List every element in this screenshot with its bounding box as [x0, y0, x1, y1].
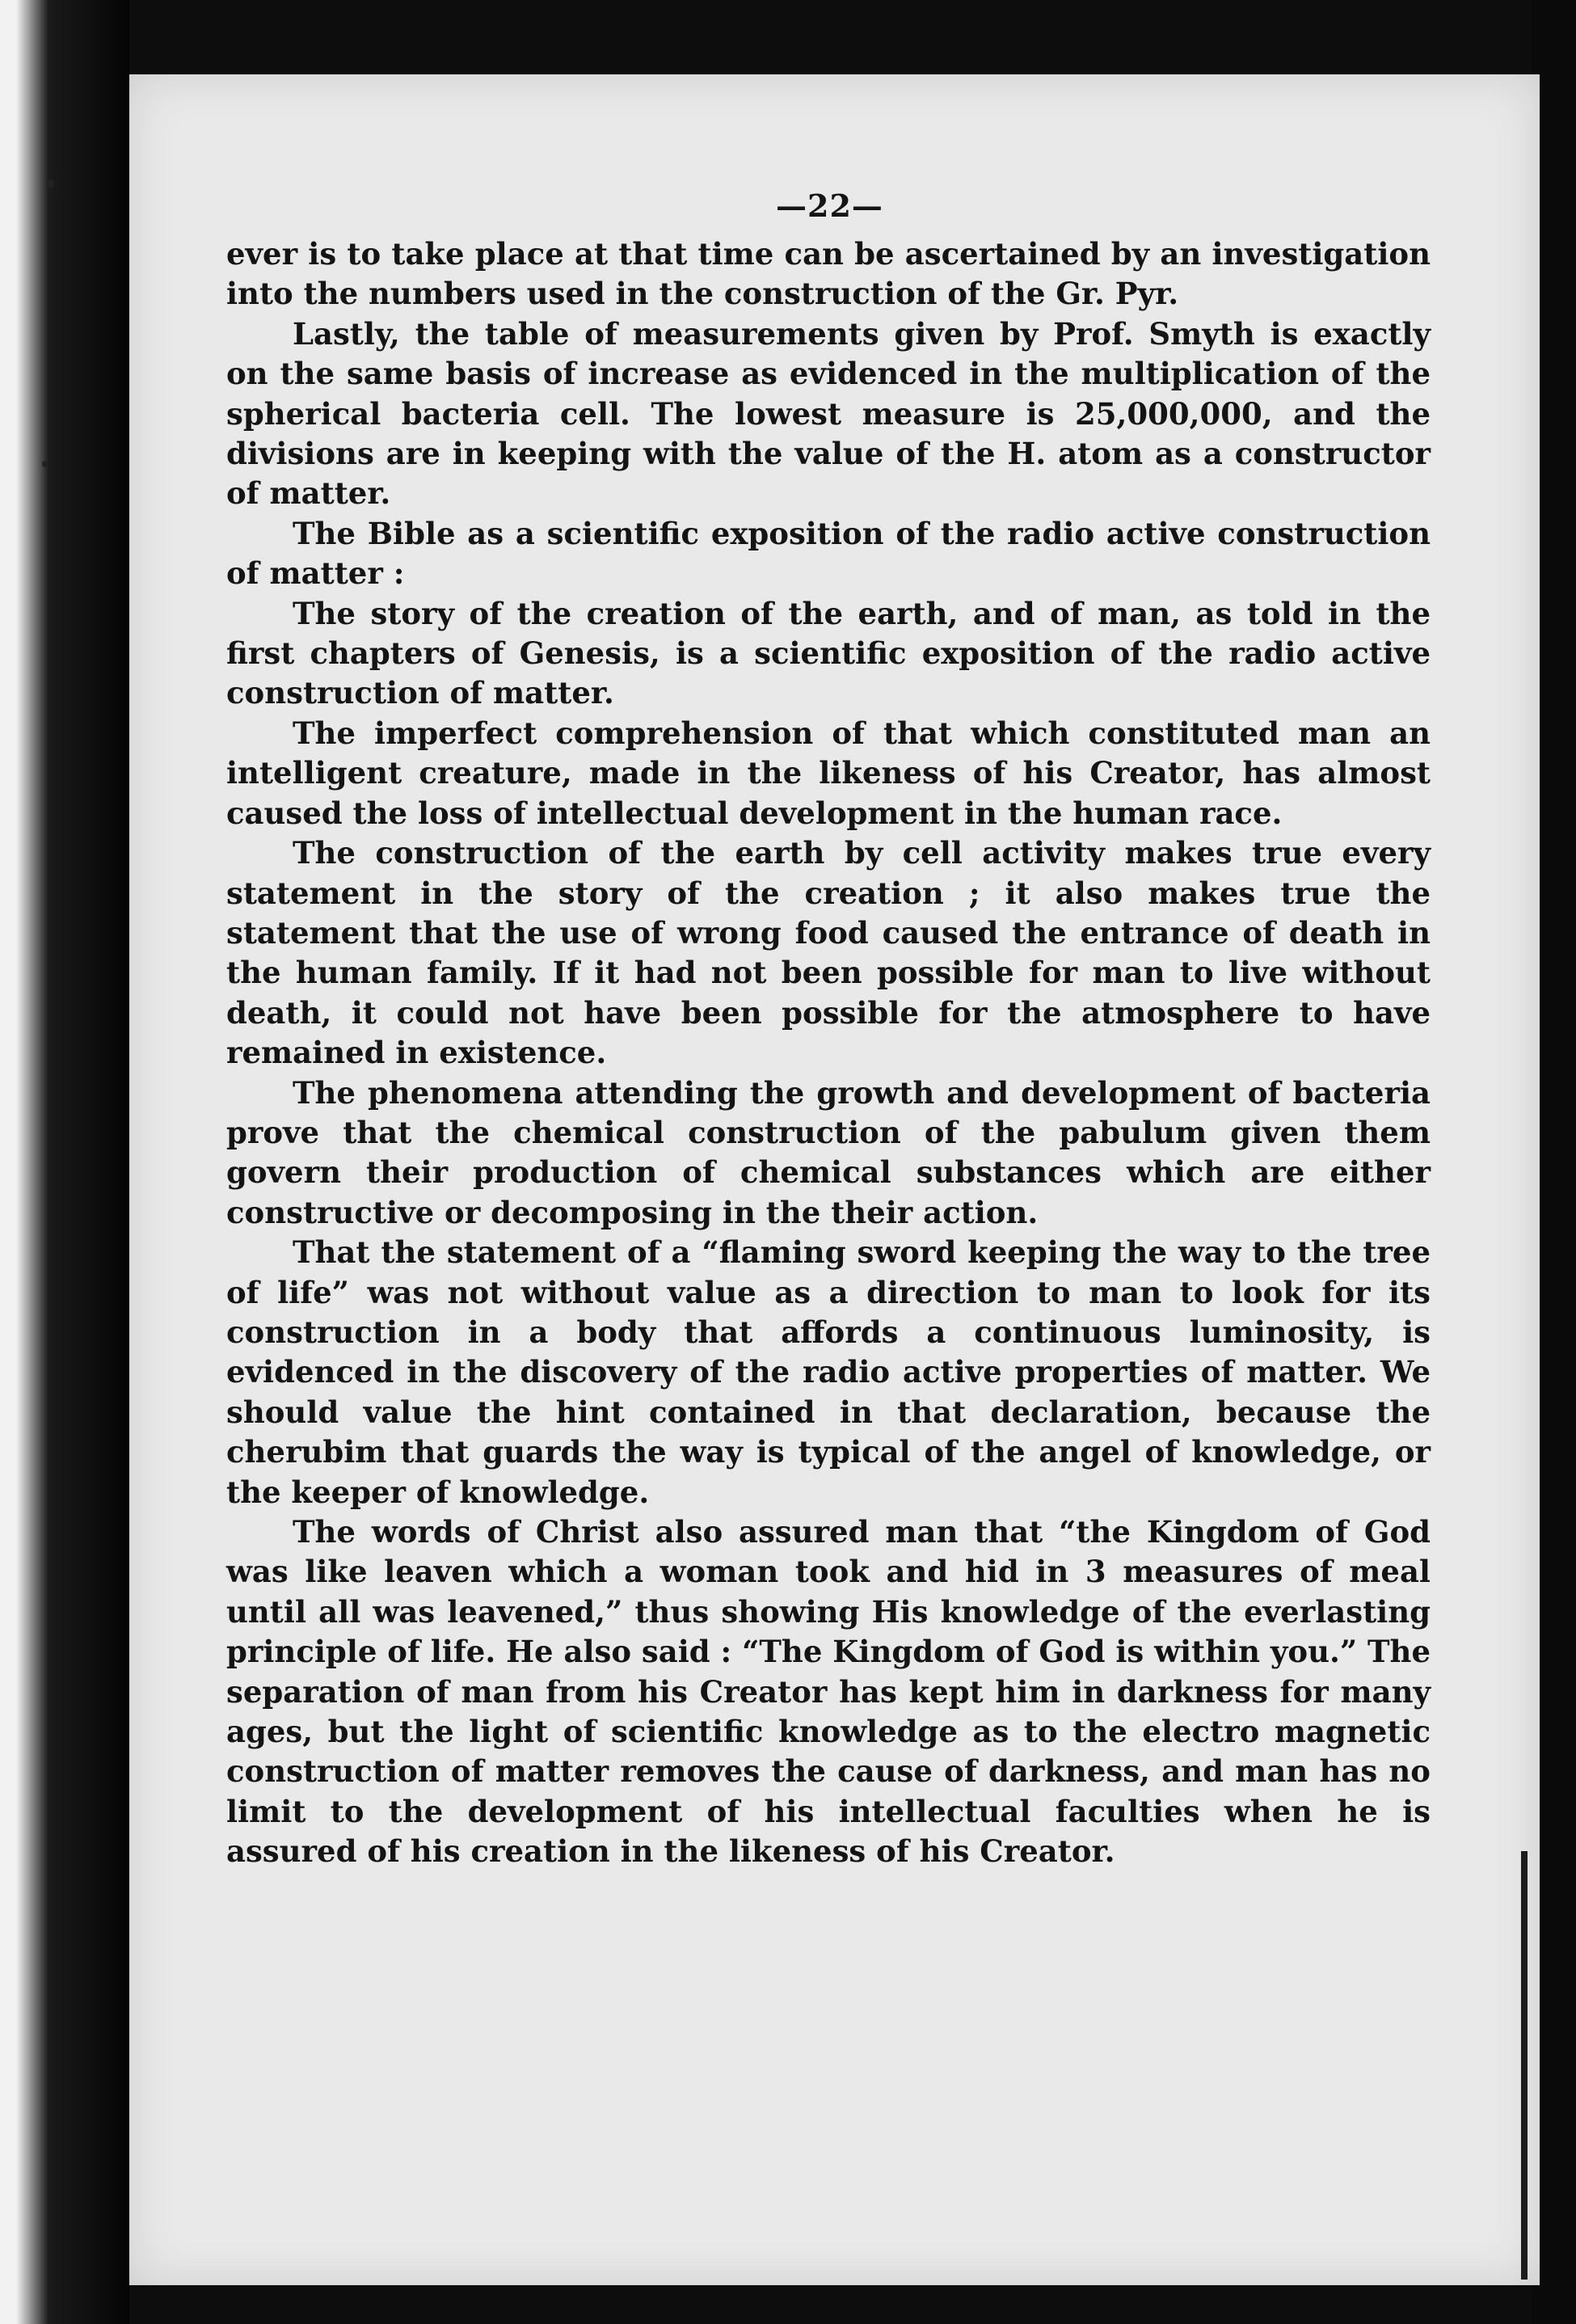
paragraph: That the statement of a “flaming sword keeping the way to the tree of life” was not without value as a direction to man to look for its construction in a body that affords a continuous luminosity, is evidenced in the discovery of the radio active properties of matter. We should value the hint contained in that declaration, because the cherubim that guards the way is typical of the angel of knowledge, or the keeper of knowledge.: [226, 1234, 1431, 1510]
scan-speck: [42, 461, 48, 467]
page-number: —22—: [776, 188, 883, 224]
body-text: [226, 234, 1431, 1872]
scan-edge-line: [1521, 1851, 1528, 2280]
scan-speck: [47, 179, 54, 188]
paragraph: ever is to take place at that time can be ascertained by an investigation into the numbers used in the construction of the Gr. Pyr.: [226, 236, 1431, 312]
scan-left-margin: [0, 0, 129, 2324]
paragraph: Lastly, the table of measurements given by Prof. Smyth is exactly on the same basis of increase as evidenced in the multiplication of the spherical bacteria cell. The lowest measure is 25,000,000, and the divisions are in keeping with the value of the H. atom as a constructor of matter.: [226, 315, 1431, 512]
paragraph: The construction of the earth by cell activity makes true every statement in the story of the creation ; it also makes true the statement that the use of wrong food caused the entrance of death in the human family. If it had not been possible for man to live without death, it could not have been possible for the atmosphere to have remained in existence.: [226, 835, 1431, 1071]
paragraph: The imperfect comprehension of that which constituted man an intelligent creature, made in the likeness of his Creator, has almost caused the loss of intellectual development in the human race.: [226, 715, 1431, 831]
paragraph: The Bible as a scientific exposition of the radio active construction of matter :: [226, 515, 1431, 592]
paragraph: The phenomena attending the growth and development of bacteria prove that the chemical construction of the pabulum given them govern their production of chemical substances which are either constructive or decomposing in the their action.: [226, 1074, 1431, 1230]
paragraph: The words of Christ also assured man that “the Kingdom of God was like leaven which a woman took and hid in 3 measures of meal until all was leavened,” thus showing His knowledge of the everlasting principle of life. He also said : “The Kingdom of God is within you.” The separation of man from his Creator has kept him in darkness for many ages, but the light of scientific knowledge as to the electro magnetic construction of matter removes the cause of darkness, and man has no limit to the development of his intellectual faculties when he is assured of his creation in the likeness of his Creator.: [226, 1514, 1431, 1870]
paragraph: The story of the creation of the earth, and of man, as told in the first chapters of Genesis, is a scientific exposition of the radio active construction of matter.: [226, 595, 1431, 711]
